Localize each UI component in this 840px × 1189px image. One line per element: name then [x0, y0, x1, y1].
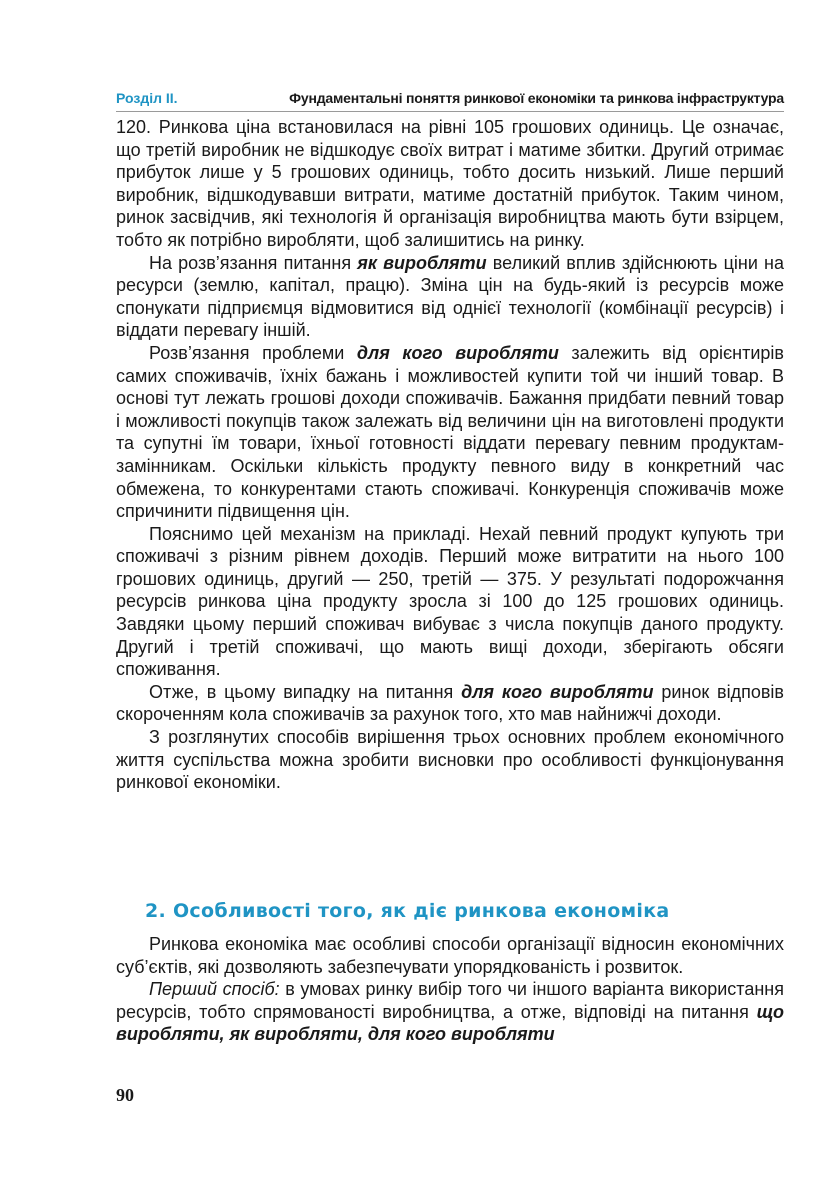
header-section-label: Розділ ІІ. — [116, 90, 178, 106]
paragraph — [116, 726, 784, 794]
paragraph-text: З розглянутих способів вирішення трьох основних проблем економічного життя суспільства можна зробити висновки про особливості функціонування ринкової економіки. — [116, 727, 784, 793]
section-text — [116, 933, 784, 1046]
paragraph — [116, 978, 784, 1046]
emphasis-term: для кого виробляти — [356, 342, 559, 363]
paragraph — [116, 933, 784, 978]
paragraph-text: На розв’язання питання — [149, 252, 358, 273]
emphasis-term: що виробляти, як виробляти, для кого виробляти — [116, 1001, 784, 1045]
main-text — [116, 116, 784, 794]
emphasis-term: як виробляти — [357, 252, 487, 273]
italic-lead: Перший спосіб: — [149, 979, 280, 1000]
section-heading: 2. Особливості того, як діє ринкова економіка — [145, 900, 670, 922]
header-divider — [116, 111, 784, 112]
paragraph-text: Отже, в цьому випадку на питання — [149, 681, 462, 702]
paragraph-text: в умовах ринку вибір того чи іншого варіанта використання ресурсів, тобто спрямованості виробництва, а отже, відповіді на питання — [116, 979, 784, 1022]
paragraph-text: Розв’язання проблеми — [149, 342, 357, 363]
paragraph — [116, 252, 784, 342]
paragraph-text: великий вплив здійснюють ціни на ресурси (землю, капітал, працю). Зміна цін на будь-який із ресурсів може спонукати підприємця відмовитися від однієї технології (комбінації ресурсів) і віддати перевагу іншій. — [116, 252, 784, 341]
paragraph — [116, 342, 784, 523]
page-number: 90 — [116, 1085, 134, 1105]
paragraph-text: 120. Ринкова ціна встановилася на рівні 105 грошових одиниць. Це означає, що третій виробник не відшкодує своїх витрат і матиме збитки. Другий отримає прибуток лише у 5 грошових одиниць, тобто досить низький. Лише перший виробник, відшкодувавши витрати, матиме достатній прибуток. Таким чином, ринок засвідчив, які технологія й організація виробництва мають бути взірцем, тобто як потрібно виробляти, щоб залишитись на ринку. — [116, 117, 784, 250]
running-header — [116, 88, 784, 112]
paragraph-text: залежить від орієнтирів самих споживачів, їхніх бажань і можливостей купити той чи інший товар. В основі тут лежать грошові доходи споживачів. Бажання придбати певний товар і можливості покупців також залежать від величини цін на виготовлені продукти та супутні їм товари, їхньої готовності віддати перевагу певним продуктам-замінникам. Оскільки кількість продукту певного виду в конкретний час обмежена, то конкурентами стають споживачі. Конкуренція споживачів може спричинити підвищення цін. — [116, 342, 784, 522]
header-chapter-title: Фундаментальні поняття ринкової економіки та ринкова інфраструктура — [289, 90, 784, 106]
paragraph-text: Пояснимо цей механізм на прикладі. Нехай певний продукт купують три споживачі з різним рівнем доходів. Перший може витратити на нього 100 грошових одиниць, другий — 250, третій — 375. У результаті подорожчання ресурсів ринкова ціна продукту зросла зі 100 до 125 грошових одиниць. Завдяки цьому перший споживач вибуває з числа покупців даного продукту. Другий і третій споживачі, що мають вищі доходи, зберігають обсяги споживання. — [116, 523, 784, 680]
paragraph — [116, 116, 784, 252]
paragraph-text: Ринкова економіка має особливі способи організації відносин економічних суб’єктів, які дозволяють забезпечувати упорядкованість і розвиток. — [116, 934, 784, 977]
paragraph-text: ринок відповів скороченням кола споживачів за рахунок того, хто мав найнижчі доходи. — [116, 681, 784, 725]
paragraph — [116, 523, 784, 681]
paragraph — [116, 681, 784, 726]
emphasis-term: для кого виробляти — [461, 681, 654, 702]
